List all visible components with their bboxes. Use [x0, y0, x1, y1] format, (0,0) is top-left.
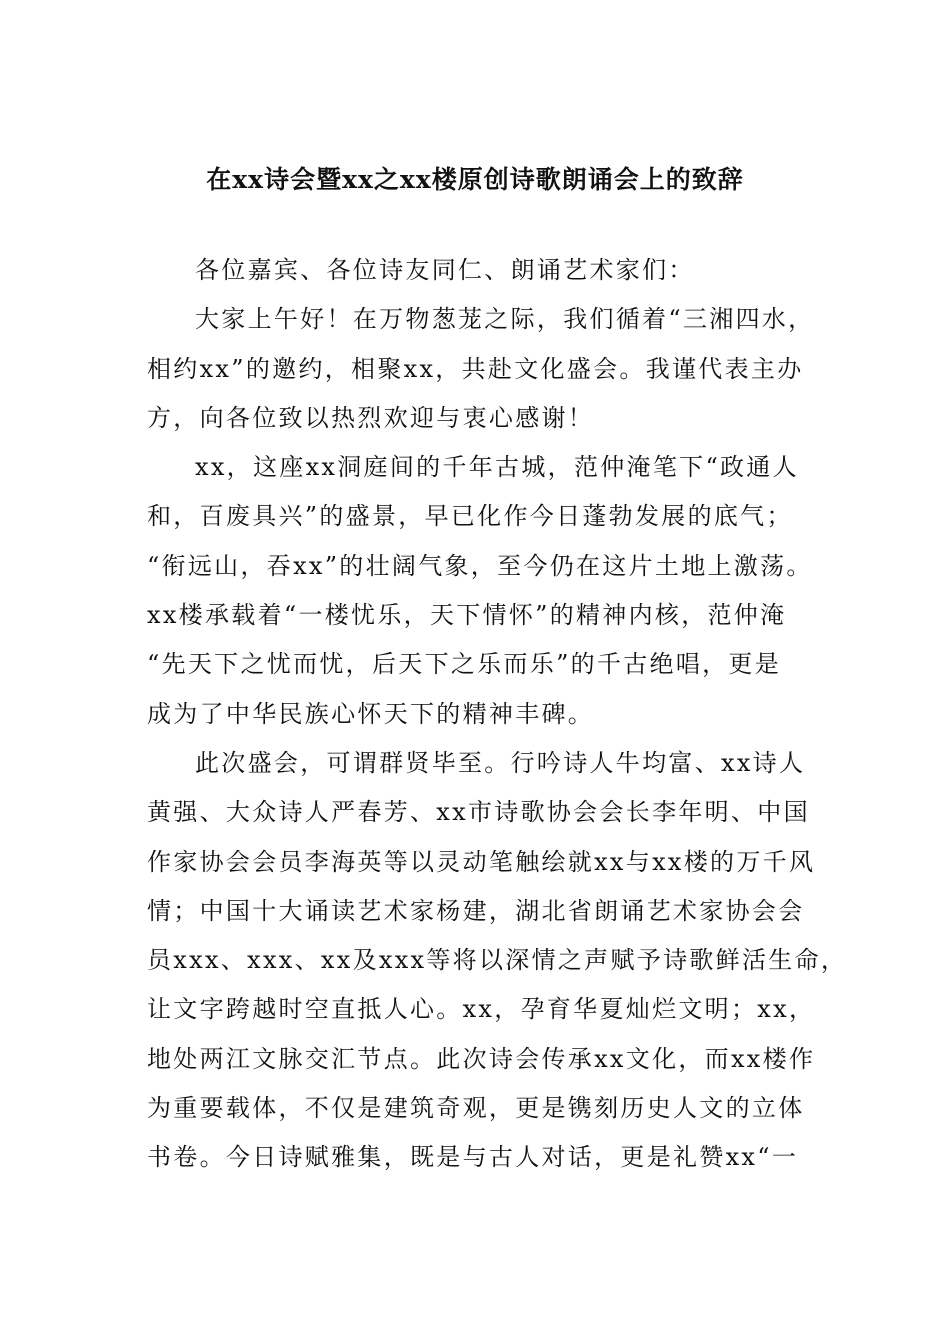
- body-line: 方，向各位致以热烈欢迎与衷心感谢！: [147, 403, 595, 432]
- body-line: 让文字跨越时空直抵人心。xx，孕育华夏灿烂文明；xx，: [147, 995, 816, 1024]
- body-line: 和，百废具兴”的盛景，早已化作今日蓬勃发展的底气；: [147, 502, 793, 531]
- body-line: 地处两江文脉交汇节点。此次诗会传承xx文化，而xx楼作: [147, 1044, 816, 1073]
- body-line: 作家协会会员李海英等以灵动笔触绘就xx与xx楼的万千风: [147, 847, 816, 876]
- body-line: 为重要载体，不仅是建筑奇观，更是镌刻历史人文的立体: [147, 1094, 805, 1123]
- document-title: 在xx诗会暨xx之xx楼原创诗歌朗诵会上的致辞: [206, 165, 744, 194]
- body-line: “先天下之忧而忧，后天下之乐而乐”的千古绝唱，更是: [147, 650, 782, 679]
- body-line: 员xxx、xxx、xx及xxx等将以深情之声赋予诗歌鲜活生命，: [147, 946, 848, 975]
- speech-body: [147, 246, 848, 1183]
- body-line: 各位嘉宾、各位诗友同仁、朗诵艺术家们：: [195, 256, 695, 284]
- body-line: 黄强、大众诗人严春芳、xx市诗歌协会会长李年明、中国: [147, 798, 810, 827]
- body-line: 相约xx”的邀约，相聚xx，共赴文化盛会。我谨代表主办: [147, 354, 804, 383]
- body-line: xx楼承载着“一楼忧乐，天下情怀”的精神内核，范仲淹: [147, 601, 787, 630]
- body-line: 大家上午好！在万物葱茏之际，我们循着“三湘四水，: [195, 305, 815, 334]
- body-line: “衔远山，吞xx”的壮阔气象，至今仍在这片土地上激荡。: [147, 551, 813, 580]
- body-line: 此次盛会，可谓群贤毕至。行吟诗人牛均富、xx诗人: [195, 748, 806, 777]
- body-line: xx，这座xx洞庭间的千年古城，范仲淹笔下“政通人: [195, 453, 799, 482]
- body-line: 成为了中华民族心怀天下的精神丰碑。: [147, 699, 595, 728]
- body-line: 情；中国十大诵读艺术家杨建，湖北省朗诵艺术家协会会: [147, 896, 805, 925]
- body-line: 书卷。今日诗赋雅集，既是与古人对话，更是礼赞xx“一: [147, 1143, 799, 1172]
